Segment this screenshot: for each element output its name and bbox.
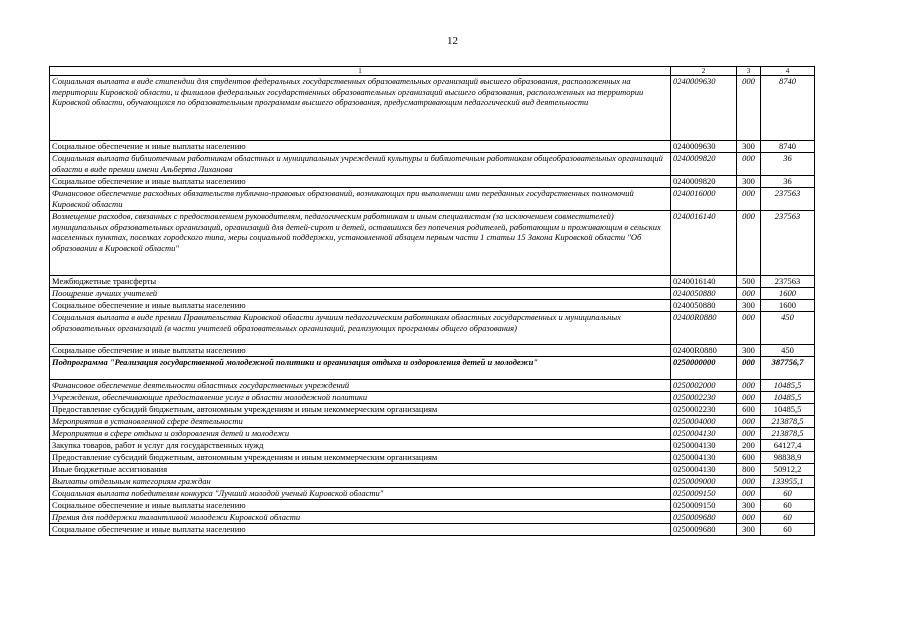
row-code: 0250004130 <box>671 428 737 440</box>
table-row <box>50 188 815 211</box>
row-amount: 10485,5 <box>761 404 815 416</box>
row-code: 0250004000 <box>671 416 737 428</box>
row-amount: 237563 <box>761 276 815 288</box>
table-row <box>50 440 815 452</box>
row-amount: 450 <box>761 345 815 357</box>
row-amount: 36 <box>761 153 815 176</box>
table-row <box>50 141 815 153</box>
row-code: 0250002230 <box>671 404 737 416</box>
table-row <box>50 345 815 357</box>
table-row <box>50 488 815 500</box>
row-type: 000 <box>737 312 761 345</box>
row-name: Учреждения, обеспечивающие предоставление услуг в области молодежной политики <box>50 392 671 404</box>
row-name: Финансовое обеспечение деятельности областных государственных учреждений <box>50 380 671 392</box>
header-col-2: 2 <box>671 67 737 76</box>
row-type: 000 <box>737 392 761 404</box>
row-code: 0240009820 <box>671 153 737 176</box>
row-code: 0250000000 <box>671 357 737 380</box>
row-type: 000 <box>737 76 761 141</box>
table-row <box>50 288 815 300</box>
row-name: Социальная выплата в виде премии Правительства Кировской области лучшим педагогическим работникам областных государственных и муниципальных образовательных организаций (в части учителей образовательных организаций, реализующих программы общего образования) <box>50 312 671 345</box>
row-type: 000 <box>737 428 761 440</box>
row-code: 0250009000 <box>671 476 737 488</box>
row-code: 0240009630 <box>671 76 737 141</box>
row-amount: 50912,2 <box>761 464 815 476</box>
table-row <box>50 464 815 476</box>
row-amount: 133955,1 <box>761 476 815 488</box>
row-code: 0250009680 <box>671 512 737 524</box>
table-row <box>50 300 815 312</box>
row-code: 0250002000 <box>671 380 737 392</box>
row-type: 000 <box>737 476 761 488</box>
row-type: 500 <box>737 276 761 288</box>
budget-table <box>49 66 815 536</box>
row-code: 02400R0880 <box>671 345 737 357</box>
row-amount: 1600 <box>761 288 815 300</box>
row-amount: 60 <box>761 512 815 524</box>
row-name: Социальная выплата победителям конкурса "Лучший молодой ученый Кировской области" <box>50 488 671 500</box>
header-col-3: 3 <box>737 67 761 76</box>
row-code: 0240050880 <box>671 300 737 312</box>
budget-table-body <box>50 67 815 536</box>
row-code: 0250004130 <box>671 440 737 452</box>
header-col-1: 1 <box>50 67 671 76</box>
row-code: 0240009820 <box>671 176 737 188</box>
row-name: Социальное обеспечение и иные выплаты населению <box>50 300 671 312</box>
row-type: 300 <box>737 176 761 188</box>
table-row <box>50 404 815 416</box>
row-name: Мероприятия в установленной сфере деятельности <box>50 416 671 428</box>
row-amount: 213878,5 <box>761 428 815 440</box>
row-code: 0240009630 <box>671 141 737 153</box>
header-col-4: 4 <box>761 67 815 76</box>
row-amount: 1600 <box>761 300 815 312</box>
row-name: Социальное обеспечение и иные выплаты населению <box>50 176 671 188</box>
table-row <box>50 357 815 380</box>
table-row <box>50 153 815 176</box>
row-name: Социальная выплата в виде стипендии для студентов федеральных государственных образовательных организаций высшего образования, расположенных на территории Кировской области, и филиалов федеральных государственных образовательных организаций высшего образования, расположенных на территории Кировской области, обучающихся по образовательным программам высшего образования, предусматривающим педагогический вид деятельности <box>50 76 671 141</box>
row-amount: 237563 <box>761 188 815 211</box>
row-type: 000 <box>737 380 761 392</box>
row-type: 200 <box>737 440 761 452</box>
row-name: Предоставление субсидий бюджетным, автономным учреждениям и иным некоммерческим организациям <box>50 404 671 416</box>
table-row <box>50 276 815 288</box>
row-name: Мероприятия в сфере отдыха и оздоровления детей и молодежи <box>50 428 671 440</box>
row-code: 0240050880 <box>671 288 737 300</box>
table-row <box>50 452 815 464</box>
row-name: Выплаты отдельным категориям граждан <box>50 476 671 488</box>
row-name: Социальное обеспечение и иные выплаты населению <box>50 141 671 153</box>
row-type: 000 <box>737 512 761 524</box>
row-name: Возмещение расходов, связанных с предоставлением руководителям, педагогическим работникам и иным специалистам (за исключением совместителей) муниципальных образовательных организаций, организаций для детей-сирот и детей, оставшихся без попечения родителей, работающим и проживающим в сельских населенных пунктах, поселках городского типа, меры социальной поддержки, установленной абзацем первым части 1 статьи 15 Закона Кировской области "Об образовании в Кировской области" <box>50 211 671 276</box>
row-type: 000 <box>737 153 761 176</box>
row-code: 0250004130 <box>671 464 737 476</box>
row-type: 300 <box>737 524 761 536</box>
row-code: 0240016140 <box>671 276 737 288</box>
table-row <box>50 76 815 141</box>
row-name: Финансовое обеспечение расходных обязательств публично-правовых образований, возникающих при выполнении ими переданных государственных полномочий Кировской области <box>50 188 671 211</box>
table-row <box>50 524 815 536</box>
row-name: Социальное обеспечение и иные выплаты населению <box>50 524 671 536</box>
row-amount: 450 <box>761 312 815 345</box>
row-code: 0250004130 <box>671 452 737 464</box>
row-code: 0240016140 <box>671 211 737 276</box>
row-type: 300 <box>737 345 761 357</box>
row-amount: 64127,4 <box>761 440 815 452</box>
row-type: 300 <box>737 300 761 312</box>
row-type: 000 <box>737 416 761 428</box>
row-code: 0250009680 <box>671 524 737 536</box>
row-name: Поощрение лучших учителей <box>50 288 671 300</box>
row-amount: 213878,5 <box>761 416 815 428</box>
row-amount: 8740 <box>761 76 815 141</box>
row-code: 0250002230 <box>671 392 737 404</box>
row-type: 300 <box>737 141 761 153</box>
row-name: Социальное обеспечение и иные выплаты населению <box>50 345 671 357</box>
row-amount: 237563 <box>761 211 815 276</box>
row-type: 000 <box>737 488 761 500</box>
table-row <box>50 392 815 404</box>
row-amount: 98838,9 <box>761 452 815 464</box>
table-row <box>50 211 815 276</box>
row-name: Закупка товаров, работ и услуг для государственных нужд <box>50 440 671 452</box>
row-amount: 10485,5 <box>761 392 815 404</box>
row-type: 600 <box>737 404 761 416</box>
row-code: 02400R0880 <box>671 312 737 345</box>
table-row <box>50 476 815 488</box>
row-amount: 60 <box>761 488 815 500</box>
row-amount: 387756,7 <box>761 357 815 380</box>
row-name: Иные бюджетные ассигнования <box>50 464 671 476</box>
table-row <box>50 312 815 345</box>
table-row <box>50 428 815 440</box>
row-code: 0250009150 <box>671 488 737 500</box>
row-amount: 36 <box>761 176 815 188</box>
row-amount: 10485,5 <box>761 380 815 392</box>
row-type: 300 <box>737 500 761 512</box>
table-row <box>50 176 815 188</box>
row-name: Межбюджетные трансферты <box>50 276 671 288</box>
row-code: 0250009150 <box>671 500 737 512</box>
row-type: 600 <box>737 452 761 464</box>
row-name: Социальное обеспечение и иные выплаты населению <box>50 500 671 512</box>
row-type: 000 <box>737 188 761 211</box>
table-row <box>50 500 815 512</box>
row-type: 000 <box>737 357 761 380</box>
row-type: 000 <box>737 211 761 276</box>
row-code: 0240016000 <box>671 188 737 211</box>
row-name: Подпрограмма "Реализация государственной молодежной политики и организация отдыха и оздоровления детей и молодежи" <box>50 357 671 380</box>
row-amount: 8740 <box>761 141 815 153</box>
row-name: Премия для поддержки талантливой молодежи Кировской области <box>50 512 671 524</box>
row-type: 000 <box>737 288 761 300</box>
row-type: 800 <box>737 464 761 476</box>
table-row <box>50 380 815 392</box>
table-row <box>50 416 815 428</box>
table-row <box>50 512 815 524</box>
page-number: 12 <box>447 35 458 47</box>
row-name: Социальная выплата библиотечным работникам областных и муниципальных учреждений культуры и библиотечным работникам общеобразовательных организаций области в виде премии имени Альберта Лиханова <box>50 153 671 176</box>
row-amount: 60 <box>761 500 815 512</box>
row-name: Предоставление субсидий бюджетным, автономным учреждениям и иным некоммерческим организациям <box>50 452 671 464</box>
column-number-header <box>50 67 815 76</box>
row-amount: 60 <box>761 524 815 536</box>
